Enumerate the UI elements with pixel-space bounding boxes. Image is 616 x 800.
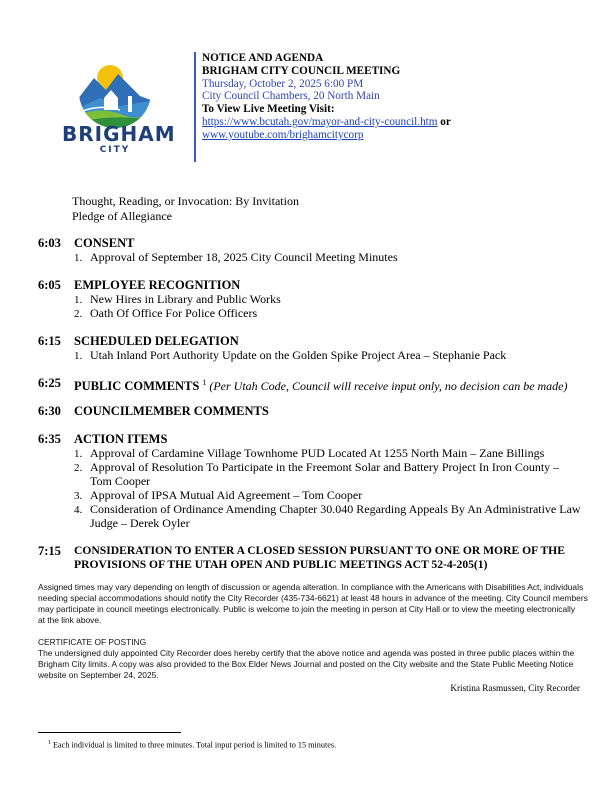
public-comments-heading: PUBLIC COMMENTS: [74, 379, 200, 393]
meeting-title: BRIGHAM CITY COUNCIL MEETING: [202, 64, 401, 77]
live-view-label: To View Live Meeting Visit:: [202, 103, 335, 116]
notice-line: Assigned times may vary depending on length of discussion or agenda alteration. In compliance with the Americans with Disabilities Act, individuals: [38, 582, 584, 592]
closed-session-time: 7:15: [38, 544, 61, 558]
action-item: Approval of Cardamine Village Townhome PUD Located At 1255 North Main – Zane Billings: [90, 446, 545, 460]
action-item-continued: Judge – Derek Oyler: [90, 516, 190, 530]
council-website-link[interactable]: https://www.bcutah.gov/mayor-and-city-council.htm: [202, 115, 438, 128]
meeting-location: City Council Chambers, 20 North Main: [202, 90, 380, 103]
notice-line: needing special accommodations should notify the City Recorder (435-734-6621) at least 48 hours in advance of the meeting. City Council members: [38, 593, 588, 603]
header-divider: [194, 52, 196, 162]
employee-item: New Hires in Library and Public Works: [90, 292, 281, 306]
action-heading: ACTION ITEMS: [74, 432, 168, 446]
footnote: [48, 740, 336, 750]
pledge-line: Pledge of Allegiance: [72, 209, 172, 223]
action-item: Consideration of Ordinance Amending Chapter 30.040 Regarding Appeals By An Administrative Law: [90, 502, 581, 516]
accessibility-notice: [38, 582, 588, 626]
notice-line: at the link above.: [38, 615, 102, 625]
footnote-divider: [38, 732, 181, 733]
councilmember-time: 6:30: [38, 404, 61, 418]
action-item-number: 4.: [74, 504, 83, 516]
certificate-line: Brigham City limits. A copy was also provided to the Box Elder News Journal and posted on the City website and the State Public Meeting Notice: [38, 659, 574, 669]
consent-heading: CONSENT: [74, 236, 135, 250]
action-item: Approval of Resolution To Participate in the Freemont Solar and Battery Project In Iron County –: [90, 460, 560, 474]
councilmember-heading: COUNCILMEMBER COMMENTS: [74, 404, 269, 418]
meeting-datetime: Thursday, October 2, 2025 6:00 PM: [202, 77, 364, 90]
closed-session-heading: CONSIDERATION TO ENTER A CLOSED SESSION PURSUANT TO ONE OR MORE OF THE: [74, 544, 565, 557]
or-text: or: [440, 115, 451, 128]
employee-item-number: 2.: [74, 308, 83, 320]
logo-subtitle: CITY: [99, 145, 131, 155]
certificate-line: The undersigned duly appointed City Recorder does hereby certify that the above notice and agenda was posted in three public places within the: [38, 648, 575, 658]
employee-heading: EMPLOYEE RECOGNITION: [74, 278, 241, 292]
notice-title: NOTICE AND AGENDA: [202, 52, 324, 64]
logo-wordmark: BRIGHAM: [62, 122, 176, 146]
delegation-item: Utah Inland Port Authority Update on the Golden Spike Project Area – Stephanie Pack: [90, 348, 507, 362]
invocation-line: Thought, Reading, or Invocation: By Invitation: [72, 194, 299, 208]
employee-item-number: 1.: [74, 294, 83, 306]
employee-item: Oath Of Office For Police Officers: [90, 306, 258, 320]
action-item-number: 1.: [74, 448, 83, 460]
certificate-line: website on September 24, 2025.: [38, 670, 159, 680]
recorder-signature: Kristina Rasmussen, City Recorder: [450, 683, 580, 693]
closed-session-heading-continued: PROVISIONS OF THE UTAH OPEN AND PUBLIC MEETINGS ACT 52-4-205(1): [74, 558, 488, 571]
delegation-heading: SCHEDULED DELEGATION: [74, 334, 239, 348]
action-time: 6:35: [38, 432, 61, 446]
employee-time: 6:05: [38, 278, 61, 292]
youtube-link[interactable]: www.youtube.com/brighamcitycorp: [202, 128, 364, 141]
footnote-number: 1: [48, 740, 51, 746]
action-item-number: 3.: [74, 490, 83, 502]
consent-time: 6:03: [38, 236, 61, 250]
consent-item: Approval of September 18, 2025 City Council Meeting Minutes: [90, 250, 398, 264]
certificate-of-posting: [38, 637, 582, 681]
footnote-marker: 1: [202, 378, 207, 387]
public-comments-time: 6:25: [38, 376, 61, 390]
public-comments-heading-line: [74, 376, 568, 393]
action-item-number: 2.: [74, 462, 83, 474]
consent-item-number: 1.: [74, 252, 83, 264]
delegation-item-number: 1.: [74, 350, 83, 362]
action-item-continued: Tom Cooper: [90, 474, 151, 488]
certificate-heading: CERTIFICATE OF POSTING: [38, 637, 147, 647]
notice-line: may participate in council meetings electronically. Public is welcome to join the meeting in person at City Hall or to view the meeting electronically: [38, 604, 576, 614]
public-comments-note: (Per Utah Code, Council will receive input only, no decision can be made): [209, 379, 568, 393]
agenda-header: [202, 52, 451, 142]
action-item: Approval of IPSA Mutual Aid Agreement – Tom Cooper: [90, 488, 363, 502]
footnote-text: Each individual is limited to three minutes. Total input period is limited to 15 minutes.: [53, 740, 337, 750]
delegation-time: 6:15: [38, 334, 61, 348]
